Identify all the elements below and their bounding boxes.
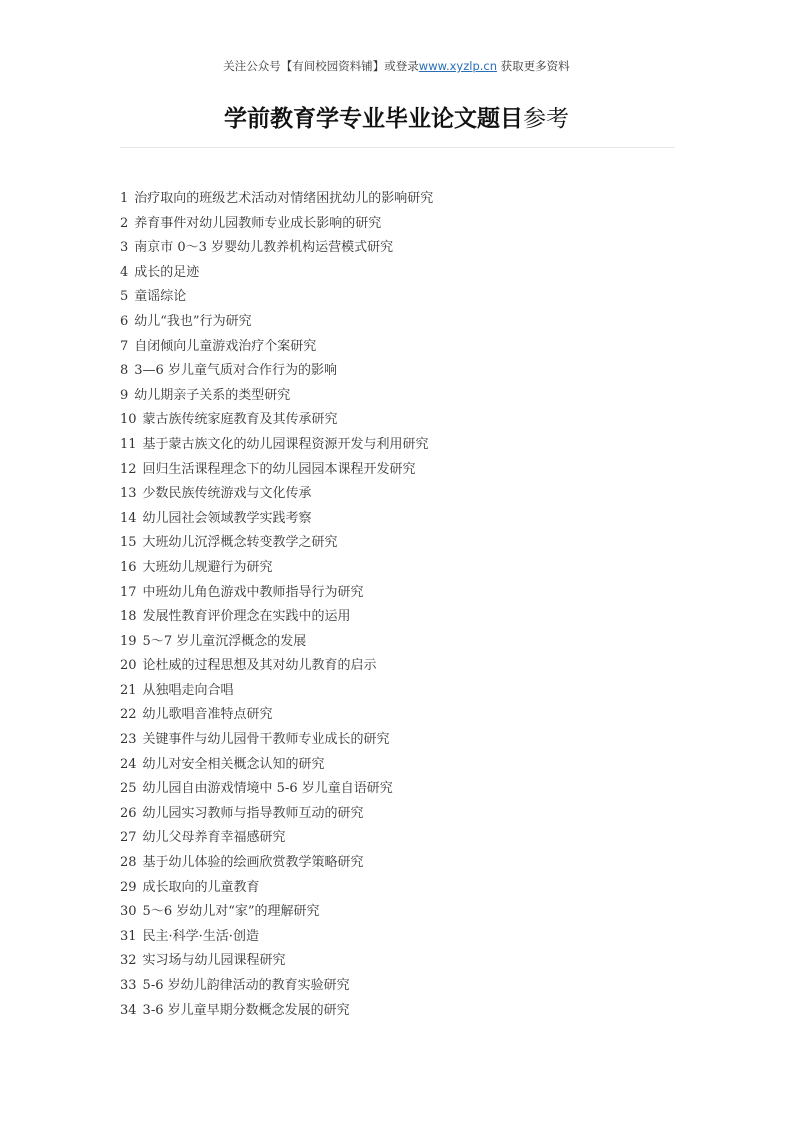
topic-item [120, 187, 680, 212]
topic-title: 关键事件与幼儿园骨干教师专业成长的研究 [142, 732, 390, 748]
header-note-prefix: 关注公众号【有间校园资料铺】或登录 [223, 59, 419, 73]
topic-item [120, 310, 680, 335]
topic-item [120, 802, 680, 827]
topic-item [120, 826, 680, 851]
topic-item [120, 236, 680, 261]
topic-number: 19 [120, 633, 137, 649]
topic-title: 基于蒙古族文化的幼儿园课程资源开发与利用研究 [142, 436, 429, 452]
topic-number: 11 [120, 436, 137, 452]
topic-number: 32 [120, 953, 137, 969]
website-link[interactable]: www.xyzlp.cn [418, 59, 498, 73]
topic-item [120, 556, 680, 581]
topic-number: 25 [120, 781, 137, 797]
topic-title: 幼儿期亲子关系的类型研究 [134, 387, 291, 403]
topic-number: 13 [120, 486, 137, 502]
topic-number: 34 [120, 1002, 137, 1018]
header-note-suffix: 获取更多资料 [497, 59, 570, 73]
topic-number: 3 [120, 240, 129, 256]
header-note [0, 58, 793, 74]
topic-number: 26 [120, 805, 137, 821]
document-title-suffix: 参考 [523, 106, 569, 132]
topic-item [120, 531, 680, 556]
topic-title: 5～6 岁幼儿对“家”的理解研究 [142, 904, 320, 920]
topic-item [120, 384, 680, 409]
topic-item [120, 654, 680, 679]
topic-title: 5～7 岁儿童沉浮概念的发展 [142, 633, 307, 649]
topic-item [120, 630, 680, 655]
topic-item [120, 458, 680, 483]
topic-number: 21 [120, 682, 137, 698]
topic-item [120, 507, 680, 532]
topic-title: 幼儿歌唱音准特点研究 [142, 707, 273, 723]
topic-item [120, 359, 680, 384]
topic-title: 5-6 岁幼儿韵律活动的教育实验研究 [142, 978, 350, 993]
topic-number: 2 [120, 215, 129, 231]
topic-title: 基于幼儿体验的绘画欣赏教学策略研究 [142, 855, 364, 871]
topic-number: 20 [120, 658, 137, 674]
topic-number: 6 [120, 313, 129, 329]
topic-number: 33 [120, 978, 137, 993]
topic-item [120, 212, 680, 237]
topic-number: 30 [120, 904, 137, 920]
topic-title: 少数民族传统游戏与文化传承 [142, 486, 312, 502]
topic-title: 幼儿园自由游戏情境中 5-6 岁儿童自语研究 [142, 781, 393, 797]
topic-title: 成长的足迹 [134, 264, 200, 280]
topic-item [120, 974, 680, 999]
topic-number: 22 [120, 707, 137, 723]
topic-title: 民主·科学·生活·创造 [142, 928, 259, 944]
topic-number: 18 [120, 609, 137, 625]
topic-number: 27 [120, 830, 137, 846]
topic-title: 幼儿“我也”行为研究 [134, 313, 252, 329]
topic-item [120, 482, 680, 507]
topic-title: 幼儿园社会领域教学实践考察 [142, 510, 312, 526]
topic-item [120, 408, 680, 433]
topic-title: 从独唱走向合唱 [142, 682, 234, 698]
topic-title: 治疗取向的班级艺术活动对情绪困扰幼儿的影响研究 [134, 191, 434, 206]
topic-number: 5 [120, 289, 129, 305]
topic-title: 幼儿园实习教师与指导教师互动的研究 [142, 805, 364, 821]
topic-title: 蒙古族传统家庭教育及其传承研究 [142, 412, 338, 428]
topic-title: 发展性教育评价理念在实践中的运用 [142, 609, 351, 625]
topic-item [120, 949, 680, 974]
topic-title: 中班幼儿角色游戏中教师指导行为研究 [142, 584, 364, 600]
document-title [0, 100, 793, 133]
topic-title: 回归生活课程理念下的幼儿园园本课程开发研究 [142, 461, 416, 477]
topic-number: 23 [120, 732, 137, 748]
topic-item [120, 605, 680, 630]
topic-number: 28 [120, 855, 137, 871]
title-divider [120, 147, 675, 148]
topic-title: 幼儿对安全相关概念认知的研究 [142, 756, 325, 772]
topic-number: 31 [120, 928, 137, 944]
topic-title: 童谣综论 [134, 289, 187, 305]
topic-number: 9 [120, 387, 129, 403]
topic-number: 16 [120, 559, 137, 575]
topic-number: 1 [120, 191, 129, 206]
topic-title: 大班幼儿沉浮概念转变教学之研究 [142, 535, 338, 551]
topic-item [120, 777, 680, 802]
topic-item [120, 851, 680, 876]
topic-item [120, 581, 680, 606]
topic-item [120, 261, 680, 286]
topic-title: 自闭倾向儿童游戏治疗个案研究 [134, 338, 317, 354]
topic-item [120, 433, 680, 458]
topic-item [120, 285, 680, 310]
document-title-main: 学前教育学专业毕业论文题目 [224, 106, 523, 132]
topic-number: 15 [120, 535, 137, 551]
topic-title: 大班幼儿规避行为研究 [142, 559, 273, 575]
topic-title: 3—6 岁儿童气质对合作行为的影响 [134, 363, 337, 379]
topic-number: 4 [120, 264, 129, 280]
topic-item [120, 999, 680, 1024]
topic-item [120, 703, 680, 728]
topic-item [120, 753, 680, 778]
topic-title: 论杜威的过程思想及其对幼儿教育的启示 [142, 658, 377, 674]
topic-number: 10 [120, 412, 137, 428]
topic-title: 实习场与幼儿园课程研究 [142, 953, 286, 969]
topic-number: 14 [120, 510, 137, 526]
topic-title: 3-6 岁儿童早期分数概念发展的研究 [142, 1002, 350, 1018]
topic-item [120, 679, 680, 704]
topic-number: 17 [120, 584, 137, 600]
topic-item [120, 335, 680, 360]
topic-number: 29 [120, 879, 137, 895]
topic-number: 12 [120, 461, 137, 477]
topic-title: 幼儿父母养育幸福感研究 [142, 830, 286, 846]
topic-number: 24 [120, 756, 137, 772]
topic-title: 南京市 0～3 岁婴幼儿教养机构运营模式研究 [134, 240, 394, 256]
topic-item [120, 900, 680, 925]
topic-item [120, 728, 680, 753]
topic-list [120, 187, 680, 1023]
topic-title: 成长取向的儿童教育 [142, 879, 260, 895]
topic-number: 8 [120, 363, 129, 379]
topic-item [120, 876, 680, 901]
topic-item [120, 925, 680, 950]
topic-number: 7 [120, 338, 129, 354]
topic-title: 养育事件对幼儿园教师专业成长影响的研究 [134, 215, 382, 231]
